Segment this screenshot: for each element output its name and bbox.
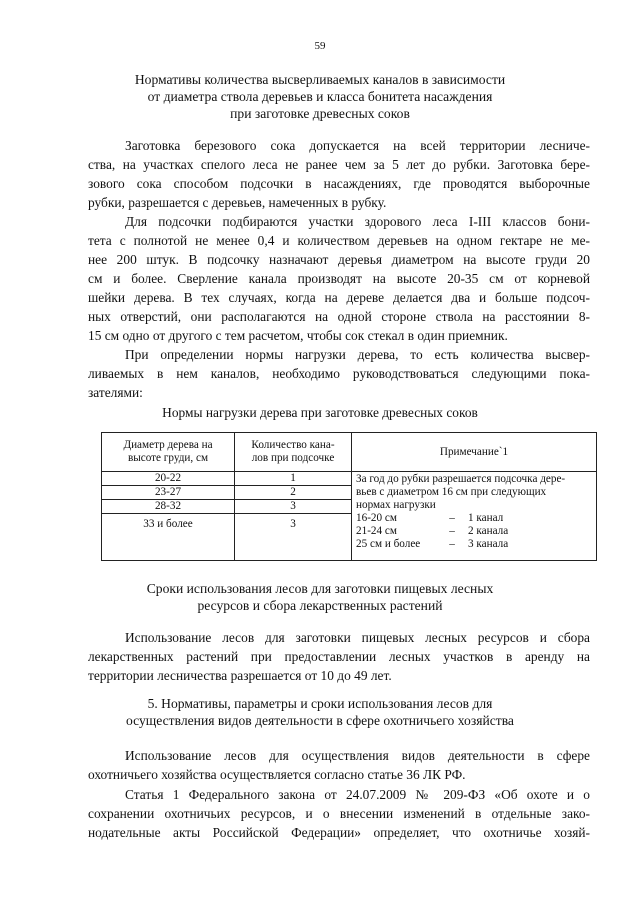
note-item: 21-24 см – 2 канала [356, 525, 509, 537]
note-line: вьев с диаметром 16 см при следующих [356, 486, 547, 498]
section-heading-sap-norms [90, 71, 550, 122]
column-header-diameter: Диаметр дерева на высоте груди, см [102, 433, 235, 472]
cell-channels: 3 [235, 500, 352, 514]
heading-line: при заготовке древесных соков [230, 106, 410, 121]
load-norms-table [101, 432, 597, 561]
text-line: При определении нормы нагрузки дерева, то есть количества высвер- [125, 347, 590, 362]
text-line: нее 200 штук. В подсочку назначают деревья диаметром на высоте груди 20 [88, 252, 590, 267]
text-line: Использование лесов для осуществления видов деятельности в сфере [125, 748, 590, 763]
text-line: шейки дерева. В тех случаях, когда на дереве делается два и больше подсоч- [88, 290, 590, 305]
text-line: см и более. Сверление канала производят на высоте 20-35 см от корневой [88, 271, 590, 286]
text-line: ства, на участках спелого леса не ранее чем за 5 лет до рубки. Заготовка бере- [88, 157, 590, 172]
note-item: 25 см и более – 3 канала [356, 538, 509, 550]
paragraph-hunting-use [88, 746, 590, 784]
text-line: зателями: [88, 385, 143, 400]
note-line: За год до рубки разрешается подсочка дере- [356, 473, 566, 485]
cell-diameter: 33 и более [102, 514, 235, 561]
cell-channels: 1 [235, 472, 352, 486]
heading-line: 5. Нормативы, параметры и сроки использования лесов для [147, 696, 493, 711]
note-line: нормах нагрузки [356, 499, 436, 511]
heading-line: от диаметра ствола деревьев и класса бонитета насаждения [147, 89, 493, 104]
paragraph-birch-sap [88, 136, 590, 212]
section-heading-terms [90, 580, 550, 614]
cell-note [352, 472, 597, 561]
text-line: охотничьего хозяйства осуществляется согласно статье 36 ЛК РФ. [88, 767, 466, 782]
section-heading-hunting [70, 695, 570, 729]
table-caption: Нормы нагрузки дерева при заготовке древесных соков [162, 405, 478, 420]
table-header-row [102, 433, 597, 472]
text-line: территории лесничества разрешается от 10 до 49 лет. [88, 668, 392, 683]
cell-channels: 2 [235, 486, 352, 500]
text-line: 15 см одно от другого с тем расчетом, чтобы сок стекал в один приемник. [88, 328, 508, 343]
heading-line: Нормативы количества высверливаемых каналов в зависимости [134, 72, 506, 87]
paragraph-forest-use-term [88, 628, 590, 685]
cell-diameter: 20-22 [102, 472, 235, 486]
page-number: 59 [314, 40, 326, 52]
heading-line: Сроки использования лесов для заготовки пищевых лесных [146, 581, 494, 596]
heading-line: ресурсов и сбора лекарственных растений [197, 598, 443, 613]
text-line: ливаемых в нем каналов, необходимо руководствоваться следующими пока- [88, 366, 590, 381]
cell-diameter: 28-32 [102, 500, 235, 514]
paragraph-load-norm [88, 345, 590, 402]
text-line: Использование лесов для заготовки пищевых лесных ресурсов и сбора [125, 630, 590, 645]
text-line: рубки, разрешается с деревьев, намеченных в рубку. [88, 195, 387, 210]
text-line: Статья 1 Федерального закона от 24.07.2009 № 209-ФЗ «Об охоте и о [125, 787, 590, 802]
text-line: нодательные акты Российской Федерации» определяет, что охотничье хозяй- [88, 825, 590, 840]
cell-diameter: 23-27 [102, 486, 235, 500]
column-header-note: Примечание`1 [352, 433, 597, 472]
text-line: зового сока способом подсочки в насаждениях, где проводятся выборочные [88, 176, 590, 191]
text-line: Заготовка березового сока допускается на всей территории лесниче- [125, 138, 590, 153]
cell-channels: 3 [235, 514, 352, 561]
column-header-channels: Количество кана- лов при подсочке [235, 433, 352, 472]
paragraph-tapping-sites [88, 212, 590, 345]
heading-line: осуществления видов деятельности в сфере охотничьего хозяйства [126, 713, 514, 728]
paragraph-federal-law [88, 785, 590, 842]
text-line: сохранении охотничьих ресурсов, и о внесении изменений в отдельные зако- [88, 806, 590, 821]
note-item: 16-20 см – 1 канал [356, 512, 504, 524]
text-line: ных отверстий, они располагаются на одной стороне ствола на расстоянии 8- [88, 309, 590, 324]
text-line: лекарственных растений при предоставлении лесных участков в аренду на [88, 649, 590, 664]
table-row [102, 472, 597, 486]
text-line: тета с полнотой не менее 0,4 и количеством деревьев на одном гектаре не ме- [88, 233, 590, 248]
text-line: Для подсочки подбираются участки здорового леса I-III классов бони- [125, 214, 590, 229]
